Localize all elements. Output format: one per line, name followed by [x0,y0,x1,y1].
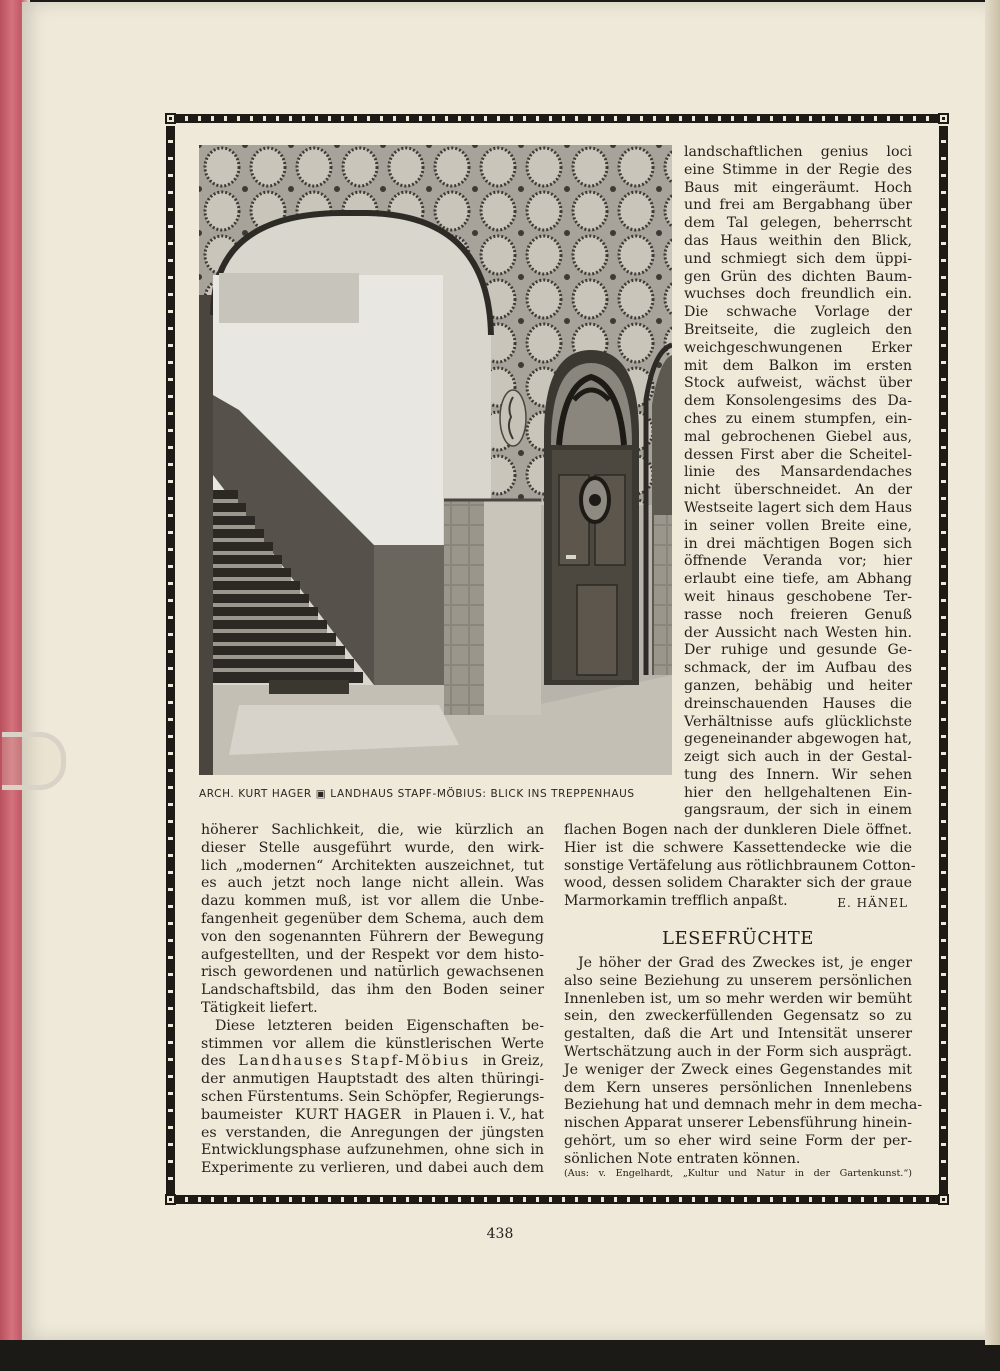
text-fragment: in Plauen i. V., hat [413,1106,544,1123]
text-line: ganzen, behäbig und heiter [684,677,912,694]
author-signature: E. HÄNEL [837,896,908,911]
frame-bottom [175,1195,939,1204]
text-line: ches zu einem stumpfen, ein- [684,410,912,427]
text-line: Hier ist die schwere Kassettendecke wie die [564,839,912,856]
text-line: fangenheit gegenüber dem Schema, auch dem [201,910,544,927]
text-line: sonstige Vertäfelung aus rötlichbraunem Cotton- [564,857,916,874]
text-line: gehört, um so eher wird seine Form der per- [564,1132,912,1149]
staircase-illustration [199,145,672,775]
text-fragment: des [201,1053,226,1070]
house-name-spaced: Landhauses Stapf-Möbius [238,1053,471,1070]
text-line: Tätigkeit liefert. [201,999,318,1016]
frame-corner-tl [165,113,176,124]
text-line: Verhältnisse aufs glücklichste [684,713,912,730]
text-line: es verstanden, die Anregungen der jüngsten [201,1124,544,1141]
text-line: dem Kern unseres persönlichen Innenlebens [564,1079,912,1096]
architect-name: KURT HAGER [294,1106,402,1123]
text-line: öffnende Veranda vor; hier [684,553,912,570]
text-line: linie des Mansardendaches [684,464,912,481]
text-line: landschaftlichen genius loci [684,144,912,160]
text-line: wood, dessen solidem Charakter sich der graue [564,875,912,892]
text-line: mal gebrochenen Giebel aus, [684,428,912,445]
text-line: erlaubt eine tiefe, am Abhang [684,571,912,588]
text-line: sein, den zweckerfüllenden Gegensatz so zu [564,1008,912,1025]
text-line: Entwicklungsphase aufzunehmen, ohne sich in [201,1142,544,1159]
text-line: dem Konsolengesims des Da- [684,393,912,410]
staircase-photograph [199,145,672,775]
text-line: aufgestellten, und der Respekt vor dem histo- [201,946,544,963]
text-line: Baus mit eingeräumt. Hoch [684,179,912,196]
text-line: und frei am Bergabhang über [684,197,912,214]
text-line: es auch jetzt noch lange nicht allein. Was [201,875,544,892]
text-line: Marmorkamin trefflich anpaßt. [564,893,788,910]
text-line: das Haus weithin den Blick, [684,232,912,249]
text-line: lich „modernen“ Architekten auszeichnet, tut [201,857,544,874]
text-line [201,1107,544,1125]
text-line: rasse noch freieren Genuß [684,606,912,623]
text-line: Diese letzteren beiden Eigenschaften be- [215,1017,544,1034]
text-line: weichgeschwungenen Erker [684,339,912,356]
bookmark-clip [2,732,66,790]
text-line: dazu kommen muß, ist vor allem die Unbe- [201,893,544,910]
lesefruechte-text [564,955,923,1169]
text-line: zeigt sich auch in der Gestal- [684,749,912,766]
text-line: tung des Innern. Wir sehen [684,766,912,783]
text-line: gen Grün des dichten Baum- [684,268,912,285]
frame-corner-br [938,1194,949,1205]
frame-corner-bl [165,1194,176,1205]
text-line: gegeneinander abgewogen hat, [684,731,912,748]
text-line: von den sogenannten Führern der Bewegung [201,928,544,945]
text-line: Landschaftsbild, das ihm den Boden seiner [201,982,544,999]
text-line-with-signature [564,893,912,913]
text-line: flachen Bogen nach der dunkleren Diele öffnet. [564,822,912,838]
text-line: schen Fürstentums. Sein Schöpfer, Regierungs- [201,1088,545,1105]
page-number: 438 [486,1226,514,1242]
text-line: Breitseite, die zugleich den [684,321,912,338]
text-line: der Aussicht nach Westen hin. [684,624,912,641]
text-line: wuchses doch freundlich ein. [684,286,912,303]
photo-caption [199,788,679,800]
text-line: sönlichen Note entraten können. [564,1150,801,1167]
section-heading: LESEFRÜCHTE [662,928,814,949]
caption-separator: ▣ [315,788,327,800]
text-fragment: in Greiz, [482,1053,544,1070]
text-line: Innenleben ist, um so mehr werden wir bemüht [564,990,912,1007]
text-line: Der ruhige und gesunde Ge- [684,642,912,659]
text-line: mit dem Balkon im ersten [684,357,912,374]
text-line: Je weniger der Zweck eines Gegenstandes mit [564,1061,912,1078]
text-line: risch gewordenen und natürlich gewachsenen [201,964,544,981]
text-fragment: baumeister [201,1106,283,1123]
text-line: dieser Stelle ausgeführt wurde, den wirk- [201,839,544,856]
text-line: dreinschauenden Hauses die [684,695,912,712]
text-line: eine Stimme in der Regie des [684,161,912,178]
frame-left [166,126,175,1194]
text-line: hier den hellgehaltenen Ein- [684,784,912,801]
text-line: schmack, der im Aufbau des [684,660,912,677]
text-line: und schmiegt sich dem üppi- [684,250,912,267]
text-line: dem Tal gelegen, beherrscht [684,215,912,232]
article-column-right-top [684,144,912,820]
text-line: nischen Apparat unserer Lebensführung hinein- [564,1115,912,1132]
text-line: höherer Sachlichkeit, die, wie kürzlich an [201,822,544,838]
frame-corner-tr [938,113,949,124]
text-line: also seine Beziehung zu unserem persönlichen [564,972,912,989]
text-line: gangsraum, der sich in einem [684,802,912,819]
text-line: Experimente zu verlieren, und dabei auch dem [201,1160,544,1177]
text-line: Wertschätzung auch in der Form sich ausprägt. [564,1043,912,1060]
article-column-right-continued [564,822,916,913]
text-line: weit hinaus geschobene Ter- [684,588,912,605]
article-column-left [201,822,544,1178]
text-line: gestalten, daß die Art und Intensität unserer [564,1026,912,1043]
quote-source: (Aus: v. Engelhardt, „Kultur und Natur in der Gartenkunst.“) [564,1168,912,1179]
frame-top [175,114,939,123]
page-right-edge [985,0,1000,1345]
text-line: in drei mächtigen Bogen sich [684,535,912,552]
caption-architect: ARCH. KURT HAGER [199,788,312,800]
text-line: Westseite lagert sich dem Haus [684,499,912,516]
text-line [201,1053,544,1071]
text-line: Je höher der Grad des Zweckes ist, je enger [578,955,912,971]
text-line: Die schwache Vorlage der [684,304,912,321]
text-line: dessen First aber die Scheitel- [684,446,912,463]
text-line: stimmen vor allem die künstlerischen Werte [201,1035,544,1052]
text-line: Beziehung hat und demnach mehr in dem mecha- [564,1097,923,1114]
text-line: Stock aufweist, wächst über [684,375,912,392]
text-line: in seiner vollen Breite eine, [684,517,912,534]
frame-right [939,126,948,1194]
text-line: nicht überschneidet. An der [684,482,912,499]
caption-title: LANDHAUS STAPF-MÖBIUS: BLICK INS TREPPENHAUS [330,788,635,800]
text-line: der anmutigen Hauptstadt des alten thüringi- [201,1071,544,1088]
